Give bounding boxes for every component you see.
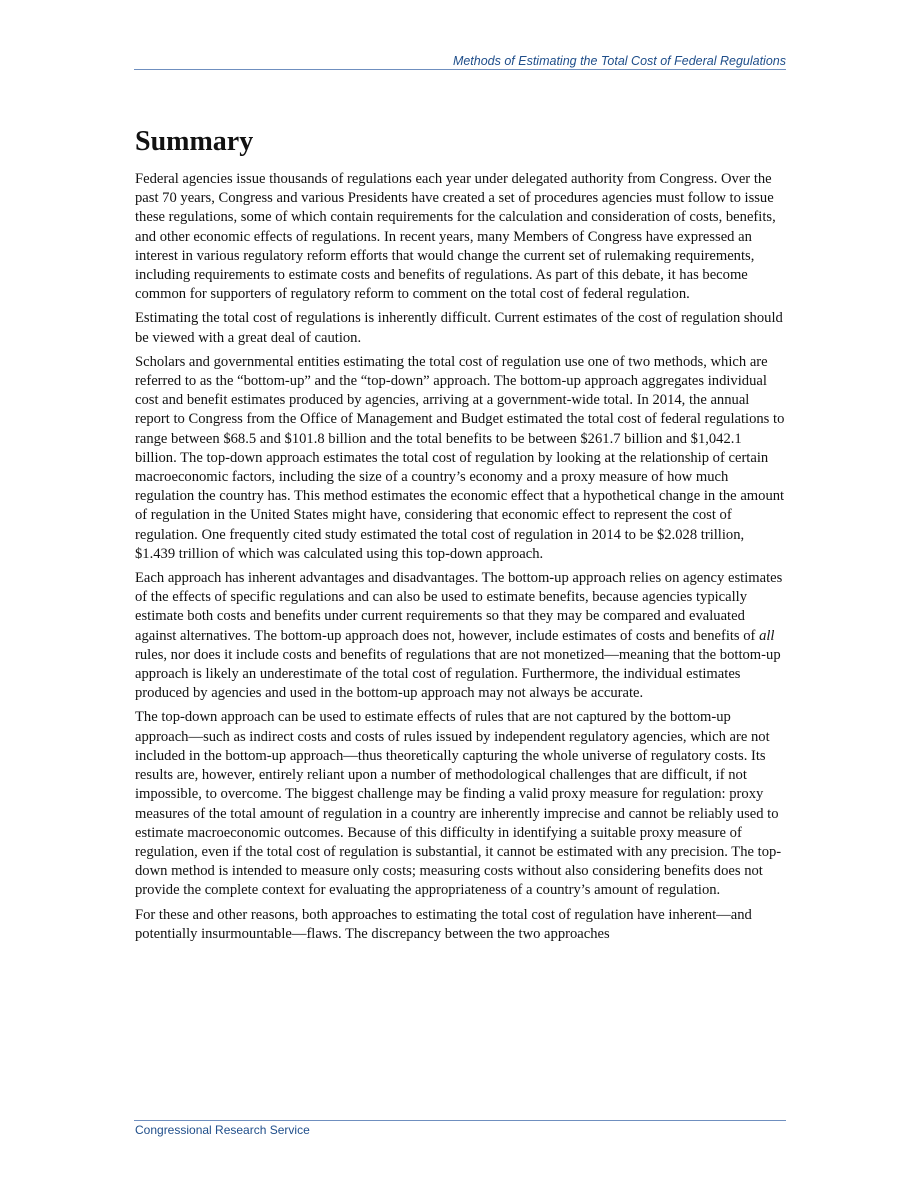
paragraph-3: Scholars and governmental entities estimating the total cost of regulation use one of two methods, which are referred to as the “bottom-up” and the “top-down” approach. The bottom-up approach aggregates individual cost and benefit estimates produced by agencies, arriving at a government-wide total. In 2014, the annual report to Congress from the Office of Management and Budget estimated the total cost of federal regulations to range between $68.5 and $101.8 billion and the total benefits to be between $261.7 billion and $1,042.1 billion. The top-down approach estimates the total cost of regulation by looking at the relationship of certain macroeconomic factors, including the size of a country’s economy and a proxy measure of how much regulation the country has. This method estimates the economic effect that a hypothetical change in the amount of regulation in the United States might have, considering that economic effect to represent the cost of regulation. One frequently cited study estimated the total cost of regulation in 2014 to be $2.028 trillion, $1.439 trillion of which was calculated using this top-down approach. (135, 353, 785, 562)
paragraph-1: Federal agencies issue thousands of regulations each year under delegated authority from Congress. Over the past 70 years, Congress and various Presidents have created a set of procedures agencies must follow to issue these regulations, some of which contain requirements for the calculation and consideration of costs, benefits, and other economic effects of regulations. In recent years, many Members of Congress have expressed an interest in various regulatory reform efforts that would change the current set of rulemaking requirements, including requirements to estimate costs and benefits of regulations. As part of this debate, it has become common for supporters of regulatory reform to comment on the total cost of federal regulation. (135, 171, 776, 303)
paragraph-4 (135, 569, 787, 703)
paragraph-5: The top-down approach can be used to estimate effects of rules that are not captured by the bottom-up approach—such as indirect costs and costs of rules issued by independent regulatory agencies, which are not included in the bottom-up approach—thus theoretically capturing the whole universe of regulatory costs. Its results are, however, entirely reliant upon a number of methodological challenges that are difficult, if not impossible, to overcome. The biggest challenge may be finding a valid proxy measure for regulation: proxy measures of the total amount of regulation in a country are inherently imprecise and cannot be reliably used to estimate macroeconomic outcomes. Because of this difficulty in identifying a suitable proxy measure of regulation, even if the total cost of regulation is substantial, it cannot be estimated with any precision. The top-down method is intended to measure only costs; measuring costs without also considering benefits does not provide the complete context for evaluating the appropriateness of a country’s amount of regulation. (135, 709, 782, 899)
paragraph-4-part-2: rules, nor does it include costs and benefits of regulations that are not monetized—meaning that the bottom-up approach is likely an underestimate of the total cost of regulation. Furthermore, the individual estimates produced by agencies and used in the bottom-up approach may not always be accurate. (135, 646, 781, 702)
footer-organization: Congressional Research Service (135, 1123, 310, 1137)
paragraph-4-emphasis: all (759, 627, 775, 644)
footer-divider (134, 1120, 786, 1121)
paragraph-6: For these and other reasons, both approaches to estimating the total cost of regulation have inherent—and potentially insurmountable—flaws. The discrepancy between the two approaches (135, 906, 752, 942)
page-body (135, 124, 787, 949)
paragraph-2: Estimating the total cost of regulations is inherently difficult. Current estimates of the cost of regulation should be viewed with a great deal of caution. (135, 310, 783, 346)
running-header-title: Methods of Estimating the Total Cost of Federal Regulations (452, 54, 786, 68)
section-title: Summary (135, 126, 254, 157)
header-divider (134, 69, 786, 70)
paragraph-4-part-1: Each approach has inherent advantages and disadvantages. The bottom-up approach relies on agency estimates of the effects of specific regulations and can also be used to estimate benefits, because agencies typically estimate both costs and benefits under current requirements so that they may be compared and evaluated against alternatives. The bottom-up approach does not, however, include estimates of costs and benefits of (135, 570, 783, 644)
